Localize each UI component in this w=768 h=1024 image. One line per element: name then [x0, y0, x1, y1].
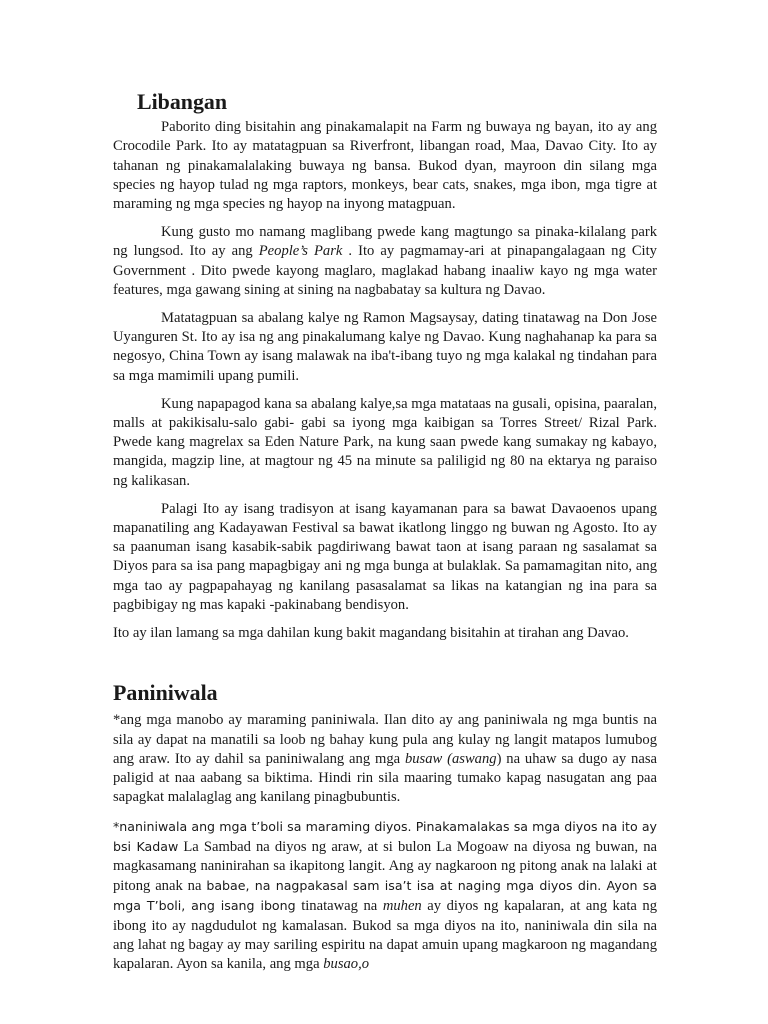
busaw-term: busaw (aswang: [404, 750, 497, 767]
paragraph-text: *ang mga manobo ay maraming paniniwala. Ilan dito ay ang paniniwala ng mga buntis na sila ay dapat na manatili sa loob ng bahay kung pula ang kulay ng langit matapos lumubog ang araw. Ito ay dahil sa paniniwalang ang mga: [113, 712, 657, 767]
paragraph-conclusion: Ito ay ilan lamang sa mga dahilan kung bakit magandang bisitahin at tirahan ang Davao.: [113, 625, 629, 642]
paragraph-text: tinatawag na: [301, 898, 378, 915]
paragraph-magsaysay: Matatagpuan sa abalang kalye ng Ramon Magsaysay, dating tinatawag na Don Jose Uyanguren St. Ito ay isa ng ang pinakalumang kalye ng Davao. Kung naghahanap ka para sa negosyo, China Town ay isang malawak na iba't-ibang tuyo ng mga kalakal ng tindahan para sa mga mamimili upang pumili.: [113, 310, 657, 384]
busao-term: busao,o: [323, 955, 370, 972]
paragraph-kadayawan: Palagi Ito ay isang tradisyon at isang kayamanan para sa bawat Davaoenos upang mapanatiling ang Kadayawan Festival sa bawat ikatlong linggo ng buwan ng Agosto. Ito ay sa paanuman isang kasabik-sabik pagdiriwang bawat taon at isang paraan ng sasalamat sa Diyos para sa isa pang mapagbigay ani ng mga bunga at bulaklak. Sa pamamagitan nito, ang mga tao ay pagpapahayag ng kanilang pasasalamat sa likas na katangian ng ina para sa pagbibigay ng mas kapaki -pakinabang bendisyon.: [113, 500, 657, 613]
paragraph-text-sans: babae, na nagpakasal sam isa’t isa at naging mga diyos din. Ayon sa mga T’boli, ang isang ibong: [113, 878, 657, 914]
paragraph-text: ) na uhaw sa dugo ay nasa paligid at naa aabang sa biktima. Hindi rin sila maaring tumako kapag nasugatan ang paa sapagkat malalaglag ang kanilang pinagbubuntis.: [113, 750, 657, 806]
peoples-park-name: People’s Park: [258, 243, 343, 260]
section-heading-paniniwala: Paniniwala: [113, 680, 218, 706]
paragraph-text-sans: *naniniwala ang mga t’boli sa maraming diyos. Pinakamalakas sa mga diyos na ito ay bsi Kadaw: [113, 818, 657, 854]
paragraph-text: ay diyos ng kapalaran, at ang kata ng ibong ito ay nagdudulot ng kamalasan. Bukod sa mga diyos na ito, naniniwala din sila na ang lahat ng bagay ay may sariling espiritu na dapat amuin upang magkaroon ng magandang kapalaran. Ayon sa kanila, ang mga: [113, 898, 658, 972]
paragraph-text: Kung gusto mo namang maglibang pwede kang magtungo sa pinaka-kilalang park ng lungsod. Ito ay ang: [113, 224, 657, 260]
section-heading-libangan: Libangan: [137, 89, 228, 114]
paragraph-manobo-beliefs: [113, 711, 657, 807]
paragraph-eden-nature-park: Kung napapagod kana sa abalang kalye,sa mga matataas na gusali, opisina, paaralan, malls at pakikisalu-salo gabi- gabi sa iyong mga kaibigan sa Torres Street/ Rizal Park. Pwede kang magrelax sa Eden Nature Park, na kung saan pwede kang sumakay ng kabayo, mangida, magzip line, at magtour ng 45 na minute sa paliligid ng 80 na ektarya ng paraiso ng kalikasan.: [113, 395, 657, 489]
paragraph-text: . Ito ay pagmamay-ari at pinapangalagaan ng City Government . Dito pwede kayong maglaro, maglakad habang inaaliw kayo ng mga water features, mga gawang sining at sining na nagbabatay sa kultura ng Davao.: [113, 243, 657, 298]
paragraph-crocodile-park: Paborito ding bisitahin ang pinakamalapit na Farm ng buwaya ng bayan, ito ay ang Crocodile Park. Ito ay matatagpuan sa Riverfront, libangan road, Maa, Davao City. Ito ay tahanan ng pinakamalalaking buwaya ng bansa. Bukod dyan, mayroon din silang mga species ng hayop tulad ng mga raptors, monkeys, bear cats, snakes, mga ibon, mga tigre at maraming ng mga species ng hayop na inyong matagpuan.: [113, 119, 657, 213]
paragraph-text: La Sambad na diyos ng araw, at si bulon La Mogoaw na diyosa ng buwan, na magkasamang naninirahan sa ikapitong langit. Ang ay nagkaroon ng pitong anak na lalaki at pitong anak na: [113, 838, 657, 895]
paragraph-peoples-park: [113, 223, 657, 300]
paragraph-tboli-beliefs: [113, 817, 657, 975]
muhen-term: muhen: [382, 898, 422, 915]
